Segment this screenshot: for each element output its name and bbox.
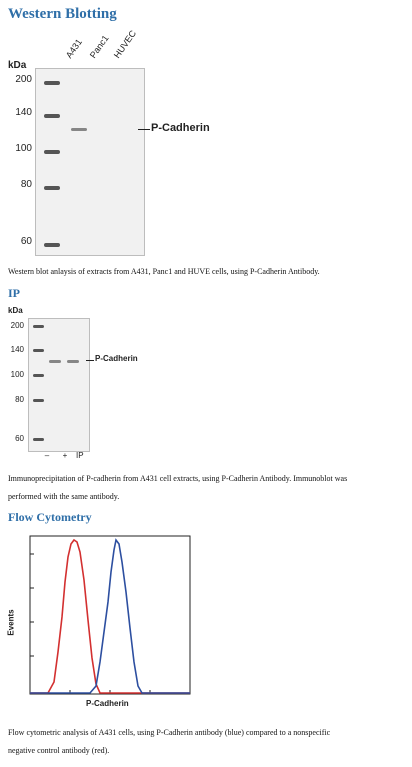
ip-callout-line xyxy=(86,360,94,361)
ip-marker-80: 80 xyxy=(15,395,24,404)
western-marker-100: 100 xyxy=(15,143,32,154)
western-kda-label: kDa xyxy=(8,60,27,71)
flow-cytometry-title: Flow Cytometry xyxy=(8,510,92,524)
western-caption: Western blot anlaysis of extracts from A431, Panc1 and HUVE cells, using P-Cadherin Antibody. xyxy=(8,267,320,276)
ip-lane-minus-band xyxy=(49,360,61,363)
western-callout-label: P-Cadherin xyxy=(151,122,210,134)
ip-marker-140: 140 xyxy=(10,345,24,354)
marker-band xyxy=(33,374,44,377)
ip-title: IP xyxy=(8,286,20,300)
marker-band xyxy=(44,114,60,118)
a431-band xyxy=(71,128,87,131)
flow-caption-line-2: negative control antibody (red). xyxy=(8,746,110,755)
ip-figure xyxy=(8,306,168,464)
ip-marker-60: 60 xyxy=(15,434,24,443)
flow-histogram xyxy=(8,532,198,712)
western-blot-figure xyxy=(8,30,308,262)
flow-y-axis-label: Events xyxy=(6,609,16,636)
western-blot-membrane xyxy=(35,68,145,256)
western-marker-140: 140 xyxy=(15,107,32,118)
lane-label-huvec: HUVEC xyxy=(111,28,139,60)
western-marker-60: 60 xyxy=(20,236,32,247)
ip-callout-label: P-Cadherin xyxy=(95,354,138,363)
lane-label-a431: A431 xyxy=(63,37,85,60)
ip-marker-200: 200 xyxy=(10,321,24,330)
marker-band xyxy=(33,438,44,441)
marker-band xyxy=(44,150,60,154)
marker-band xyxy=(44,243,60,247)
lane-label-panc1: Panc1 xyxy=(87,33,111,60)
ip-lane-ip-label: IP xyxy=(76,451,84,460)
marker-band xyxy=(44,186,60,190)
ip-kda-label: kDa xyxy=(8,306,23,315)
ip-marker-100: 100 xyxy=(10,370,24,379)
western-marker-200: 200 xyxy=(15,74,32,85)
marker-band xyxy=(44,81,60,85)
ip-lane-minus-sign: – xyxy=(44,451,50,460)
ip-lane-plus-sign: + xyxy=(62,451,68,460)
marker-band xyxy=(33,399,44,402)
marker-band xyxy=(33,325,44,328)
western-callout-line xyxy=(138,129,150,130)
marker-band xyxy=(33,349,44,352)
ip-caption-line-2: performed with the same antibody. xyxy=(8,492,120,501)
ip-blot-membrane xyxy=(28,318,90,452)
flow-figure xyxy=(8,532,198,712)
ip-lane-plus-band xyxy=(67,360,79,363)
flow-caption-line-1: Flow cytometric analysis of A431 cells, using P-Cadherin antibody (blue) compared to a nonspecific xyxy=(8,728,331,737)
western-marker-80: 80 xyxy=(20,179,32,190)
western-blotting-title: Western Blotting xyxy=(8,6,117,22)
ip-caption-line-1: Immunoprecipitation of P-cadherin from A431 cell extracts, using P-Cadherin Antibody. Immunoblot was xyxy=(8,474,348,483)
flow-x-axis-label: P-Cadherin xyxy=(86,699,129,708)
